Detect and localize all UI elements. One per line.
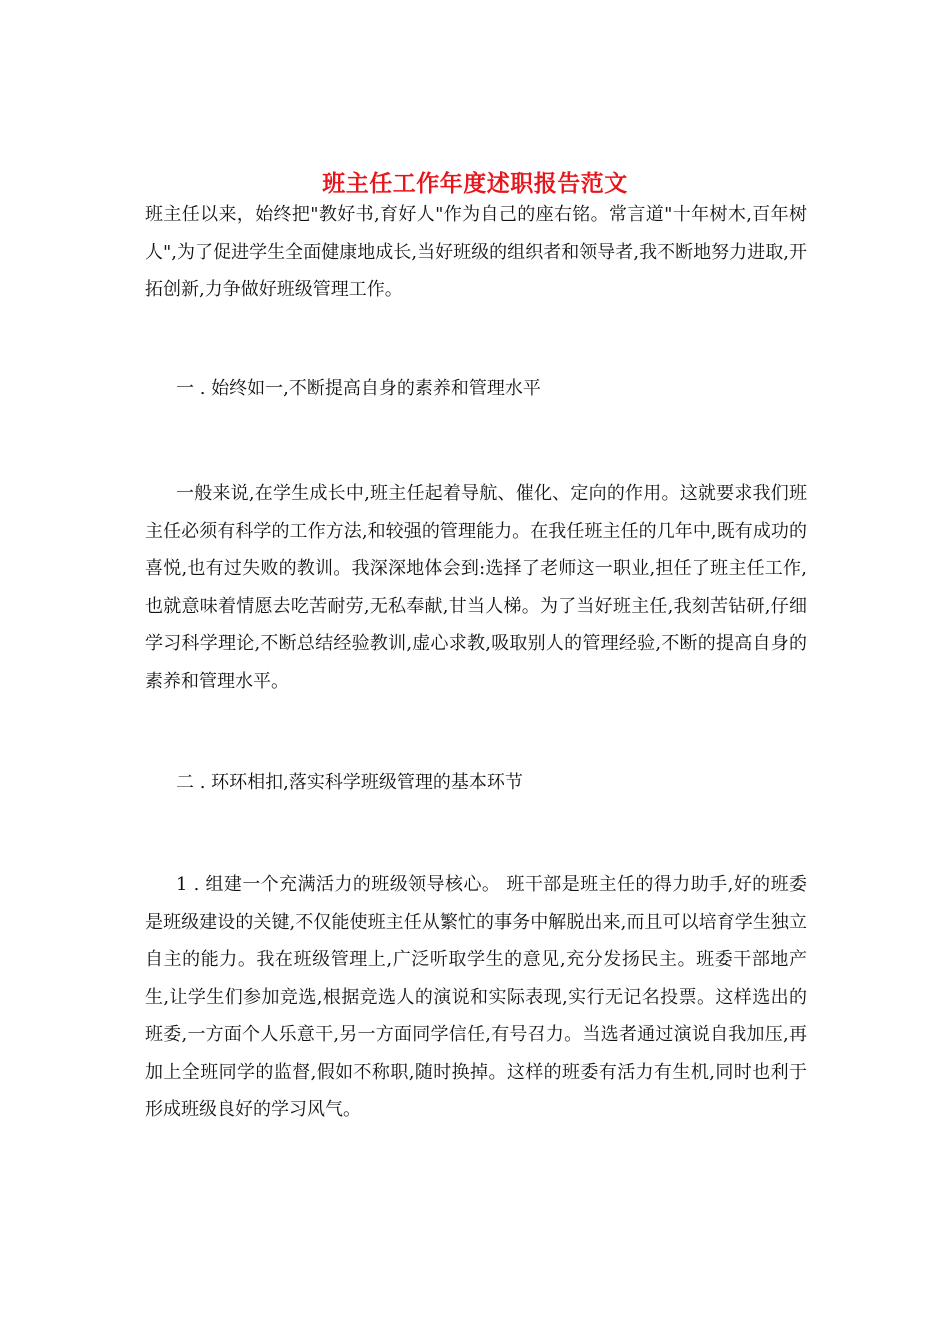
document-title: 班主任工作年度述职报告范文 (322, 170, 628, 198)
section-2-heading: 二 . 环环相扣,落实科学班级管理的基本环节 (176, 772, 523, 793)
section-1-body: 一般来说,在学生成长中,班主任起着导航、催化、定向的作用。这就要求我们班主任必须有科学的工作方法,和较强的管理能力。在我任班主任的几年中,既有成功的喜悦,也有过失败的教训。我深深地体会到:选择了老师这一职业,担任了班主任工作,也就意味着情愿去吃苦耐劳,无私奉献,甘当人梯。为了当好班主任,我刻苦钻研,仔细学习科学理论,不断总结经验教训,虚心求教,吸取别人的管理经验,不断的提高自身的素养和管理水平。 (145, 483, 807, 692)
section-2-item-1: 1 . 组建一个充满活力的班级领导核心。 班干部是班主任的得力助手,好的班委是班级建设的关键,不仅能使班主任从繁忙的事务中解脱出来,而且可以培育学生独立自主的能力。我在班级管理上,广泛听取学生的意见,充分发扬民主。班委干部地产生,让学生们参加竞选,根据竞选人的演说和实际表现,实行无记名投票。这样选出的班委,一方面个人乐意干,另一方面同学信任,有号召力。当选者通过演说自我加压,再加上全班同学的监督,假如不称职,随时换掉。这样的班委有活力有生机,同时也利于形成班级良好的学习风气。 (145, 874, 807, 1120)
section-1-heading: 一 . 始终如一,不断提高自身的素养和管理水平 (176, 378, 541, 399)
intro-paragraph: 班主任以来，始终把"教好书,育好人"作为自己的座右铭。常言道"十年树木,百年树人",为了促进学生全面健康地成长,当好班级的组织者和领导者,我不断地努力进取,开拓创新,力争做好班级管理工作。 (145, 204, 807, 300)
